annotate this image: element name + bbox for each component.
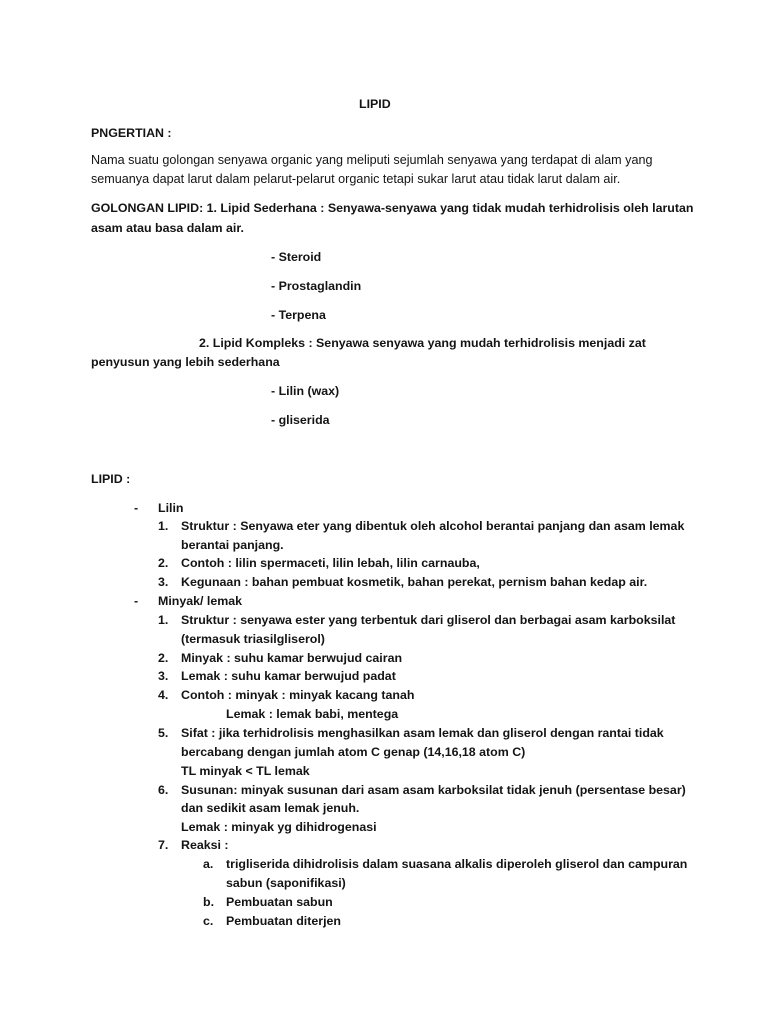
list-number: 4. xyxy=(158,688,169,702)
list-item-line: Kegunaan : bahan pembuat kosmetik, bahan perekat, pernism bahan kedap air. xyxy=(181,575,648,589)
lipid-heading: LIPID : xyxy=(91,472,131,486)
sederhana-item: - Steroid xyxy=(271,250,322,264)
list-number: 7. xyxy=(158,838,169,852)
list-number: 3. xyxy=(158,669,169,683)
list-item-line: berantai panjang. xyxy=(181,538,284,552)
sublist-item-line: Pembuatan diterjen xyxy=(226,914,341,928)
list-item-line: dan sedikit asam lemak jenuh. xyxy=(181,801,360,815)
minyak-label: Minyak/ lemak xyxy=(158,594,243,608)
list-item-line: Contoh : lilin spermaceti, lilin lebah, lilin carnauba, xyxy=(181,556,480,570)
list-number: 1. xyxy=(158,613,169,627)
list-item-line: TL minyak < TL lemak xyxy=(181,764,310,778)
list-item-line: Lemak : minyak yg dihidrogenasi xyxy=(181,820,377,834)
list-bullet: - xyxy=(134,594,139,608)
list-number: 5. xyxy=(158,726,169,740)
sublist-letter: a. xyxy=(203,857,214,871)
list-item-line: bercabang dengan jumlah atom C genap (14,16,18 atom C) xyxy=(181,745,526,759)
list-item-line: Lemak : suhu kamar berwujud padat xyxy=(181,669,396,683)
kompleks-item: - gliserida xyxy=(271,413,330,427)
sublist-letter: c. xyxy=(203,914,214,928)
document-title: LIPID xyxy=(359,97,391,111)
list-item-line: Minyak : suhu kamar berwujud cairan xyxy=(181,651,403,665)
pengertian-line: semuanya dapat larut dalam pelarut-pelarut organic tetapi sukar larut atau tidak larut dalam air. xyxy=(91,172,621,186)
kompleks-item: - Lilin (wax) xyxy=(271,384,340,398)
list-number: 6. xyxy=(158,783,169,797)
sublist-item-line: sabun (saponifikasi) xyxy=(226,876,346,890)
lilin-label: Lilin xyxy=(158,501,184,515)
list-number: 3. xyxy=(158,575,169,589)
sublist-item-line: trigliserida dihidrolisis dalam suasana alkalis diperoleh gliserol dan campuran xyxy=(226,857,688,871)
golongan-line: asam atau basa dalam air. xyxy=(91,221,244,235)
kompleks-line: 2. Lipid Kompleks : Senyawa senyawa yang mudah terhidrolisis menjadi zat xyxy=(199,336,646,350)
list-item-line: Struktur : Senyawa eter yang dibentuk oleh alcohol berantai panjang dan asam lemak xyxy=(181,519,685,533)
sublist-letter: b. xyxy=(203,895,215,909)
list-item-line: Contoh : minyak : minyak kacang tanah xyxy=(181,688,415,702)
list-number: 2. xyxy=(158,651,169,665)
list-item-line: (termasuk triasilgliserol) xyxy=(181,632,325,646)
pengertian-heading: PNGERTIAN : xyxy=(91,126,172,140)
pengertian-line: Nama suatu golongan senyawa organic yang meliputi sejumlah senyawa yang terdapat di alam yang xyxy=(91,153,653,167)
kompleks-line: penyusun yang lebih sederhana xyxy=(91,355,280,369)
list-item-line: Susunan: minyak susunan dari asam asam karboksilat tidak jenuh (persentase besar) xyxy=(181,783,686,797)
sublist-item-line: Pembuatan sabun xyxy=(226,895,333,909)
list-item-line: Sifat : jika terhidrolisis menghasilkan asam lemak dan gliserol dengan rantai tidak xyxy=(181,726,664,740)
sederhana-item: - Terpena xyxy=(271,308,326,322)
list-number: 1. xyxy=(158,519,169,533)
sederhana-item: - Prostaglandin xyxy=(271,279,362,293)
list-item-line: Lemak : lemak babi, mentega xyxy=(226,707,399,721)
list-bullet: - xyxy=(134,501,139,515)
list-item-line: Reaksi : xyxy=(181,838,229,852)
list-number: 2. xyxy=(158,556,169,570)
list-item-line: Struktur : senyawa ester yang terbentuk dari gliserol dan berbagai asam karboksilat xyxy=(181,613,676,627)
golongan-line: GOLONGAN LIPID: 1. Lipid Sederhana : Senyawa-senyawa yang tidak mudah terhidrolisis oleh larutan xyxy=(91,201,694,215)
